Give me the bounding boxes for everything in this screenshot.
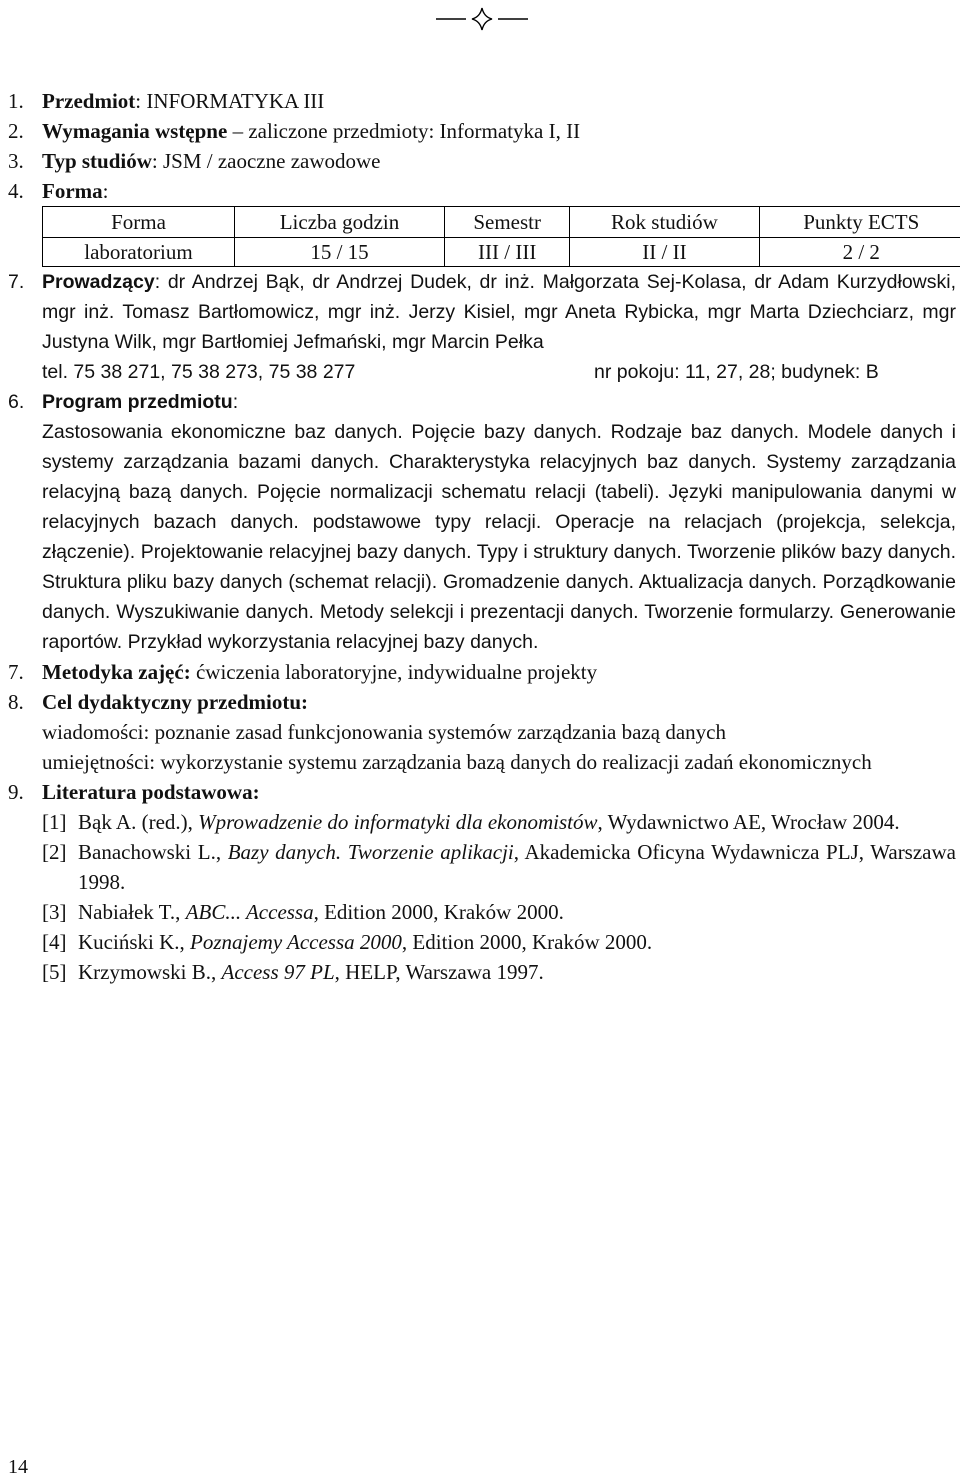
item-methodology: 7. Metodyka zajęć: ćwiczenia laboratoryjne, indywidualne projekty [8,660,598,684]
program-description [42,417,956,657]
table-cell: II / II [570,238,759,267]
goal-label: Cel dydaktyczny przedmiotu: [42,690,308,714]
study-type-value: : JSM / zaoczne zawodowe [151,149,381,173]
lecturers-label: Prowadzący [42,271,155,293]
program-label: Program przedmiotu [42,391,233,413]
room-numbers: nr pokoju: 11, 27, 28; budynek: B [594,361,879,383]
list-item: [5] Krzymowski B., Access 97 PL, HELP, Warszawa 1997. [42,960,544,984]
list-item: [4] Kuciński K., Poznajemy Accessa 2000, Edition 2000, Kraków 2000. [42,930,653,954]
goal-skills: umiejętności: wykorzystanie systemu zarządzania bazą danych do realizacji zadań ekonomicznych [42,750,872,774]
table-header-cell: Semestr [445,207,570,238]
table-cell: laboratorium [43,238,235,267]
requirements-label: Wymagania wstępne [42,119,228,143]
literature-list [42,807,956,987]
lecturers-value: : dr Andrzej Bąk, dr Andrzej Dudek, dr inż. Małgorzata Sej-Kolasa, dr Adam Kurzydłowski, mgr inż. Tomasz Bartłomowicz, mgr inż. Jerzy Kisiel, mgr Aneta Rybicka, mgr Marta Dziechciarz, mgr Justyna Wilk, mgr Bartłomiej Jefmański, mgr Marcin Pełka [42,271,956,353]
contact-line [8,357,956,387]
table-header-cell: Punkty ECTS [759,207,960,238]
literature-label: Literatura podstawowa: [42,780,260,804]
item-literature: 9. Literatura podstawowa: [8,780,260,804]
requirements-value: – zaliczone przedmioty: Informatyka I, II [227,119,581,143]
table-header-cell: Rok studiów [570,207,759,238]
form-table [42,206,960,267]
table-cell: III / III [445,238,570,267]
form-label: Forma [42,179,103,203]
table-header-row [43,207,960,238]
list-item: [2] Banachowski L., Bazy danych. Tworzenie aplikacji, Akademicka Oficyna Wydawnicza PLJ, Warszawa 1998. [42,840,956,894]
methodology-value: ćwiczenia laboratoryjne, indywidualne projekty [190,660,598,684]
ornament-icon [432,4,532,34]
table-cell: 15 / 15 [234,238,444,267]
subject-label: Przedmiot [42,89,136,113]
phone-numbers: tel. 75 38 271, 75 38 273, 75 38 277 [42,361,356,383]
table-cell: 2 / 2 [759,238,960,267]
document-page [8,86,956,987]
item-study-type: 3. Typ studiów: JSM / zaoczne zawodowe [8,149,381,173]
list-item: [3] Nabiałek T., ABC... Accessa, Edition 2000, Kraków 2000. [42,900,564,924]
item-subject: 1. Przedmiot: INFORMATYKA III [8,89,325,113]
list-item: [1] Bąk A. (red.), Wprowadzenie do informatyki dla ekonomistów, Wydawnictwo AE, Wrocław 2004. [42,810,900,834]
goal-knowledge: wiadomości: poznanie zasad funkcjonowania systemów zarządzania bazą danych [42,720,726,744]
table-header-cell: Liczba godzin [234,207,444,238]
program-text: Zastosowania ekonomiczne baz danych. Pojęcie bazy danych. Rodzaje baz danych. Modele danych i systemy zarządzania bazami danych. Charakterystyka relacyjnych baz danych. Systemy zarządzania relacyjną bazą danych. Pojęcie normalizacji schematu relacji (tabeli). Języki manipulowania danymi w relacyjnych bazach danych. podstawowe typy relacji. Operacje na relacjach (projekcja, selekcja, złączenie). Projektowanie relacyjnej bazy danych. Typy i struktury danych. Tworzenie plików bazy danych. Struktura pliku bazy danych (schemat relacji). Gromadzenie danych. Aktualizacja danych. Porządkowanie danych. Wyszukiwanie danych. Metody selekcji i prezentacji danych. Tworzenie formularzy. Generowanie raportów. Przykład wykorzystania relacyjnej bazy danych. [42,421,956,653]
item-goal: 8. Cel dydaktyczny przedmiotu: [8,690,308,714]
item-lecturers: 7. Prowadzący: dr Andrzej Bąk, dr Andrzej Dudek, dr inż. Małgorzata Sej-Kolasa, dr Adam Kurzydłowski, mgr inż. Tomasz Bartłomowicz, mgr inż. Jerzy Kisiel, mgr Aneta Rybicka, mgr Marta Dziechciarz, mgr Justyna Wilk, mgr Bartłomiej Jefmański, mgr Marcin Pełka [8,271,956,353]
item-form: 4. Forma: [8,179,109,203]
table-header-cell: Forma [43,207,235,238]
item-program: 6. Program przedmiotu: [8,391,239,413]
methodology-label: Metodyka zajęć: [42,660,191,684]
page-number: 14 [8,1456,28,1478]
item-requirements: 2. Wymagania wstępne – zaliczone przedmioty: Informatyka I, II [8,119,581,143]
study-type-label: Typ studiów [42,149,152,173]
table-row [43,238,960,267]
goal-description [42,717,956,777]
subject-value: : INFORMATYKA III [135,89,325,113]
